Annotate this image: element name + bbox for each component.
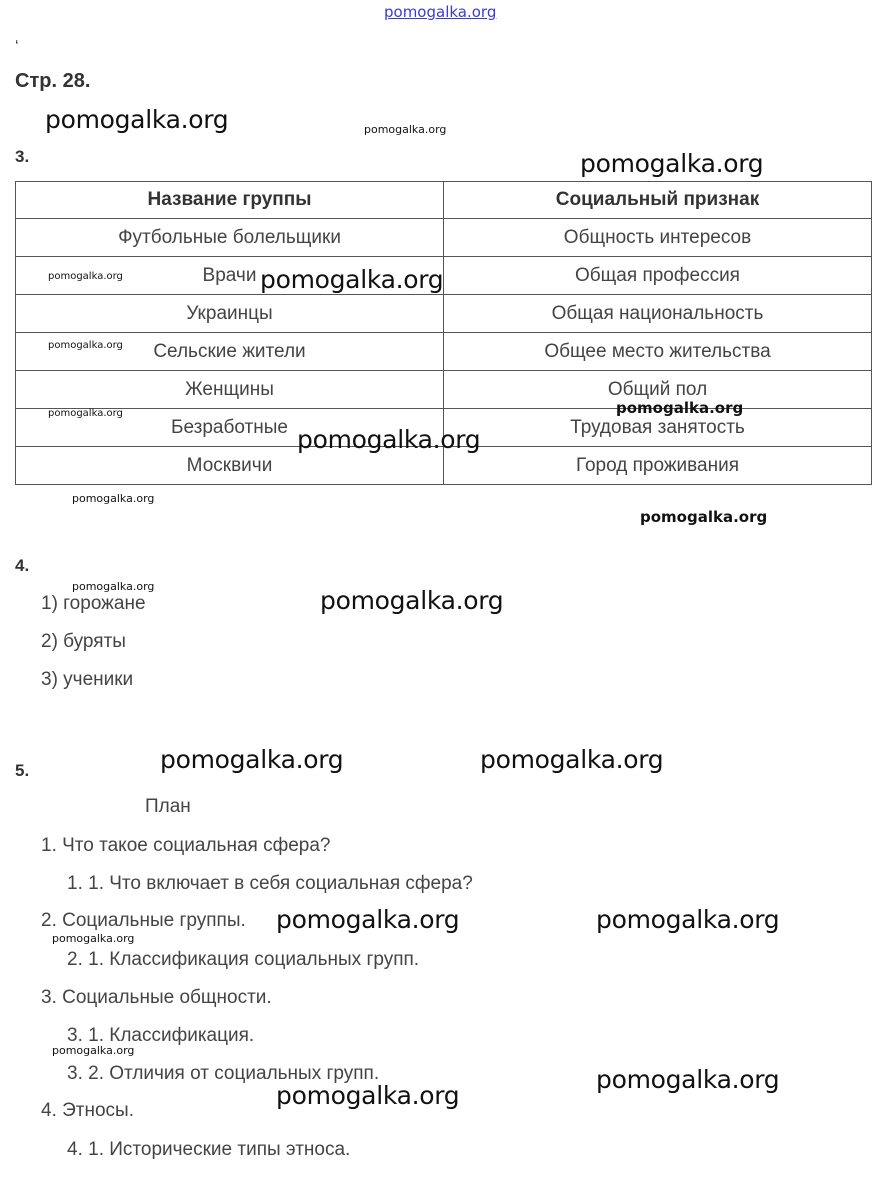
watermark: pomogalka.org [616,399,744,417]
watermark: pomogalka.org [364,123,447,136]
table-row [16,295,872,333]
plan-line: 1. 1. Что включает в себя социальная сфера? [67,873,473,894]
plan-line: 3. 2. Отличия от социальных групп. [67,1063,380,1084]
plan-title: План [145,796,191,817]
watermark: pomogalka.org [320,586,504,615]
plan-line: 4. Этносы. [41,1100,134,1121]
task-4-number: 4. [15,556,30,575]
table-header-row [16,182,872,219]
group-name-cell: Женщины [16,371,444,409]
group-name-cell: Сельские жители [16,333,444,371]
social-feature-cell: Город проживания [444,447,872,485]
watermark: pomogalka.org [72,580,155,593]
watermark: pomogalka.org [596,1065,780,1094]
list-item: 3) ученики [41,669,134,690]
group-name-cell: Украинцы [16,295,444,333]
table-row [16,219,872,257]
social-feature-cell: Общая национальность [444,295,872,333]
watermark: pomogalka.org [45,105,229,134]
watermark: pomogalka.org [640,508,768,526]
table-row [16,333,872,371]
top-site-link[interactable]: pomogalka.org [384,3,497,21]
watermark: pomogalka.org [596,905,780,934]
task-3-number: 3. [15,147,30,166]
task-5-number: 5. [15,761,30,780]
social-feature-cell: Трудовая занятость [444,409,872,447]
header-social-feature: Социальный признак [444,182,872,219]
watermark: pomogalka.org [52,932,135,945]
watermark: pomogalka.org [480,745,664,774]
social-feature-cell: Общность интересов [444,219,872,257]
watermark: pomogalka.org [276,905,460,934]
list-item: 1) горожане [41,593,146,614]
stray-mark: ‘ [15,38,19,55]
page-heading: Стр. 28. [15,70,91,92]
social-feature-cell: Общий пол [444,371,872,409]
watermark: pomogalka.org [48,271,123,282]
watermark: pomogalka.org [580,149,764,178]
social-feature-cell: Общее место жительства [444,333,872,371]
list-item: 2) буряты [41,631,126,652]
group-name-cell: Москвичи [16,447,444,485]
watermark: pomogalka.org [276,1081,460,1110]
watermark: pomogalka.org [260,265,444,294]
group-name-cell: Безработные [16,409,444,447]
plan-line: 2. Социальные группы. [41,910,246,931]
watermark: pomogalka.org [48,340,123,351]
group-name-cell: Футбольные болельщики [16,219,444,257]
watermark: pomogalka.org [52,1044,135,1057]
plan-line: 3. Социальные общности. [41,987,272,1008]
plan-line: 2. 1. Классификация социальных групп. [67,949,420,970]
plan-line: 3. 1. Классификация. [67,1025,255,1046]
header-group-name: Название группы [16,182,444,219]
watermark: pomogalka.org [72,492,155,505]
watermark: pomogalka.org [160,745,344,774]
table-row [16,257,872,295]
group-name-cell: Врачи [16,257,444,295]
social-feature-cell: Общая профессия [444,257,872,295]
watermark: pomogalka.org [48,408,123,419]
plan-line: 4. 1. Исторические типы этноса. [67,1139,351,1160]
plan-line: 1. Что такое социальная сфера? [41,835,331,856]
watermark: pomogalka.org [297,425,481,454]
